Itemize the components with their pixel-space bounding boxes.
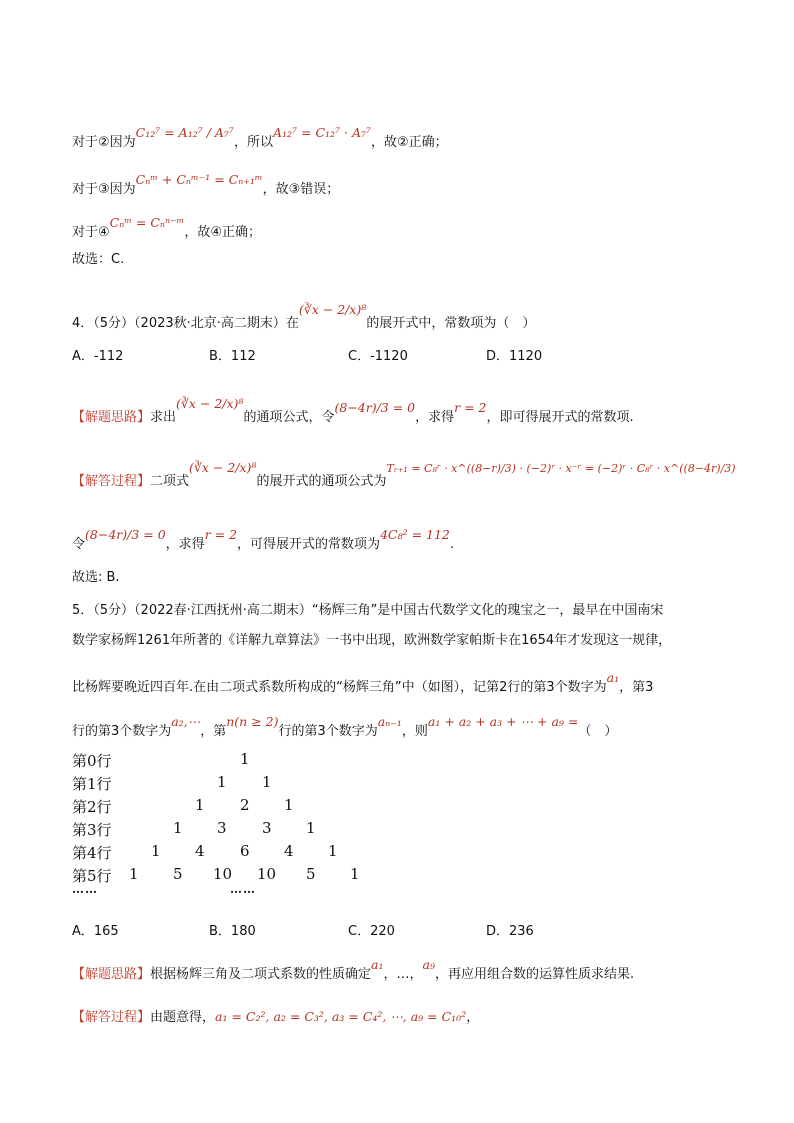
triangle-number: 1 bbox=[173, 819, 183, 837]
math-formula: a₂,⋯ bbox=[171, 714, 201, 729]
row-label: 第1行 bbox=[72, 775, 112, 793]
solution-process-tag: 【解答过程】 bbox=[72, 1010, 151, 1025]
row-label: 第2行 bbox=[72, 798, 112, 816]
math-formula: a₁ bbox=[606, 670, 620, 685]
triangle-number: 5 bbox=[173, 865, 183, 883]
row-label: 第3行 bbox=[72, 821, 112, 839]
text: （ ） bbox=[578, 724, 618, 739]
triangle-number: 1 bbox=[328, 842, 338, 860]
text: ，求得 bbox=[165, 537, 205, 552]
math-formula: a₁ bbox=[371, 957, 384, 972]
solution-line-4 bbox=[72, 215, 734, 242]
text: ，故④正确； bbox=[184, 225, 261, 240]
triangle-number: 4 bbox=[284, 842, 294, 860]
option-d: D．236 bbox=[486, 924, 534, 939]
triangle-number: 1 bbox=[350, 865, 360, 883]
text: 的展开式中，常数项为（ ） bbox=[366, 316, 536, 331]
triangle-number: 1 bbox=[284, 796, 294, 814]
text: 行的第3个数字为 bbox=[72, 724, 172, 739]
text: 对于③因为 bbox=[72, 182, 136, 197]
math-formula: a₉ bbox=[422, 957, 435, 972]
text: 比杨辉要晚近四百年.在由二项式系数所构成的“杨辉三角”中（如图），记第2行的第3个数字为 bbox=[72, 680, 607, 695]
math-formula: r = 2 bbox=[454, 400, 487, 415]
text: 对于④ bbox=[72, 225, 110, 240]
triangle-number: 3 bbox=[217, 819, 227, 837]
math-formula: Cₙᵐ = Cₙⁿ⁻ᵐ bbox=[109, 215, 185, 230]
text: ，…， bbox=[383, 967, 423, 982]
text: ，即可得展开式的常数项. bbox=[486, 410, 634, 425]
triangle-number: 10 bbox=[257, 865, 277, 883]
math-formula: (8−4r)/3 = 0 bbox=[85, 527, 166, 542]
math-formula: C₁₂⁷ = A₁₂⁷ / A₇⁷ bbox=[135, 125, 234, 140]
triangle-number: 5 bbox=[306, 865, 316, 883]
triangle-number: 1 bbox=[151, 842, 161, 860]
option-b: B．112 bbox=[209, 349, 256, 364]
text: ，再应用组合数的运算性质求结果. bbox=[434, 967, 635, 982]
ellipsis: …… bbox=[72, 882, 98, 896]
math-formula: n(n ≥ 2) bbox=[226, 714, 279, 729]
math-formula: Cₙᵐ + Cₙᵐ⁻¹ = Cₙ₊₁ᵐ bbox=[135, 172, 263, 187]
text: ， bbox=[466, 1010, 480, 1025]
option-a: A．-112 bbox=[72, 349, 124, 364]
text: ，故③错误； bbox=[262, 182, 340, 197]
text: 根据杨辉三角及二项式系数的性质确定 bbox=[150, 967, 372, 982]
triangle-number: 6 bbox=[240, 842, 250, 860]
q4-process bbox=[72, 460, 736, 491]
text: 对于②因为 bbox=[72, 135, 136, 150]
q4-idea bbox=[72, 396, 734, 427]
text: ，故②正确； bbox=[371, 135, 448, 150]
q5-stem-line-1: 5．（5分）（2022春·江西抚州·高二期末）“杨辉三角”是中国古代数学文化的瑰宝之一，最早在中国南宋 bbox=[72, 603, 664, 618]
row-label: 第5行 bbox=[72, 867, 112, 885]
triangle-number: 1 bbox=[262, 773, 272, 791]
text: ，求得 bbox=[415, 410, 455, 425]
text: ，第3 bbox=[619, 680, 654, 695]
q5-stem-line-4 bbox=[72, 714, 734, 741]
ellipsis: …… bbox=[230, 882, 256, 896]
text: ，可得展开式的常数项为 bbox=[237, 537, 381, 552]
math-formula: r = 2 bbox=[204, 527, 238, 542]
solution-process-tag: 【解答过程】 bbox=[72, 474, 151, 489]
text: ，第 bbox=[200, 724, 227, 739]
math-formula: 4C₈² = 112 bbox=[380, 527, 450, 542]
row-label: 第4行 bbox=[72, 844, 112, 862]
q5-idea bbox=[72, 957, 734, 984]
row-label: 第0行 bbox=[72, 752, 112, 770]
text: 令 bbox=[72, 537, 86, 552]
text: 的通项公式，令 bbox=[243, 410, 335, 425]
triangle-number: 1 bbox=[217, 773, 227, 791]
triangle-number: 4 bbox=[195, 842, 205, 860]
answer-line: 故选：C. bbox=[72, 252, 125, 267]
q5-process bbox=[72, 1008, 734, 1027]
option-c: C．220 bbox=[348, 924, 395, 939]
math-formula: (8−4r)/3 = 0 bbox=[334, 400, 416, 415]
triangle-number: 3 bbox=[262, 819, 272, 837]
math-formula: a₁ = C₂², a₂ = C₃², a₃ = C₄², ⋯, a₉ = C₁₀² bbox=[215, 1009, 467, 1024]
triangle-number: 1 bbox=[129, 865, 139, 883]
math-formula: (∛x − 2/x)⁸ bbox=[189, 460, 257, 475]
q5-stem-line-2: 数学家杨辉1261年所著的《详解九章算法》一书中出现，欧洲数学家帕斯卡在1654年才发现这一规律， bbox=[72, 633, 672, 648]
option-c: C．-1120 bbox=[348, 349, 408, 364]
question-4-stem bbox=[72, 302, 734, 333]
math-formula: a₁ + a₂ + a₃ + ⋯ + a₉ = bbox=[427, 714, 579, 729]
text: 4．（5分）（2023秋·北京·高二期末）在 bbox=[72, 316, 299, 331]
text: 二项式 bbox=[150, 474, 190, 489]
text: 的展开式的通项公式为 bbox=[256, 474, 387, 489]
q4-process-2 bbox=[72, 527, 734, 554]
math-formula: (∛x − 2/x)⁸ bbox=[298, 302, 367, 317]
math-formula: aₙ₋₁ bbox=[377, 714, 402, 729]
text: ，所以 bbox=[233, 135, 273, 150]
solution-idea-tag: 【解题思路】 bbox=[72, 967, 151, 982]
text: 行的第3个数字为 bbox=[278, 724, 378, 739]
q5-stem-line-3 bbox=[72, 670, 734, 697]
triangle-number: 1 bbox=[195, 796, 205, 814]
option-d: D．1120 bbox=[486, 349, 543, 364]
solution-line-3 bbox=[72, 172, 734, 199]
triangle-number: 1 bbox=[240, 750, 250, 768]
solution-idea-tag: 【解题思路】 bbox=[72, 410, 151, 425]
text: 由题意得， bbox=[150, 1010, 216, 1025]
math-formula: Tᵣ₊₁ = C₈ʳ · x^((8−r)/3) · (−2)ʳ · x⁻ʳ = (−2)ʳ · C₈ʳ · x^((8−4r)/3) bbox=[386, 462, 736, 475]
text: 求出 bbox=[150, 410, 177, 425]
triangle-number: 1 bbox=[306, 819, 316, 837]
option-a: A．165 bbox=[72, 924, 119, 939]
math-formula: (∛x − 2/x)⁸ bbox=[176, 396, 244, 411]
text: . bbox=[449, 537, 455, 552]
math-formula: A₁₂⁷ = C₁₂⁷ · A₇⁷ bbox=[272, 125, 372, 140]
triangle-number: 2 bbox=[240, 796, 250, 814]
solution-line-2 bbox=[72, 125, 734, 152]
option-b: B．180 bbox=[209, 924, 256, 939]
triangle-number: 10 bbox=[213, 865, 233, 883]
q4-answer: 故选: B. bbox=[72, 570, 120, 585]
text: ，则 bbox=[401, 724, 428, 739]
